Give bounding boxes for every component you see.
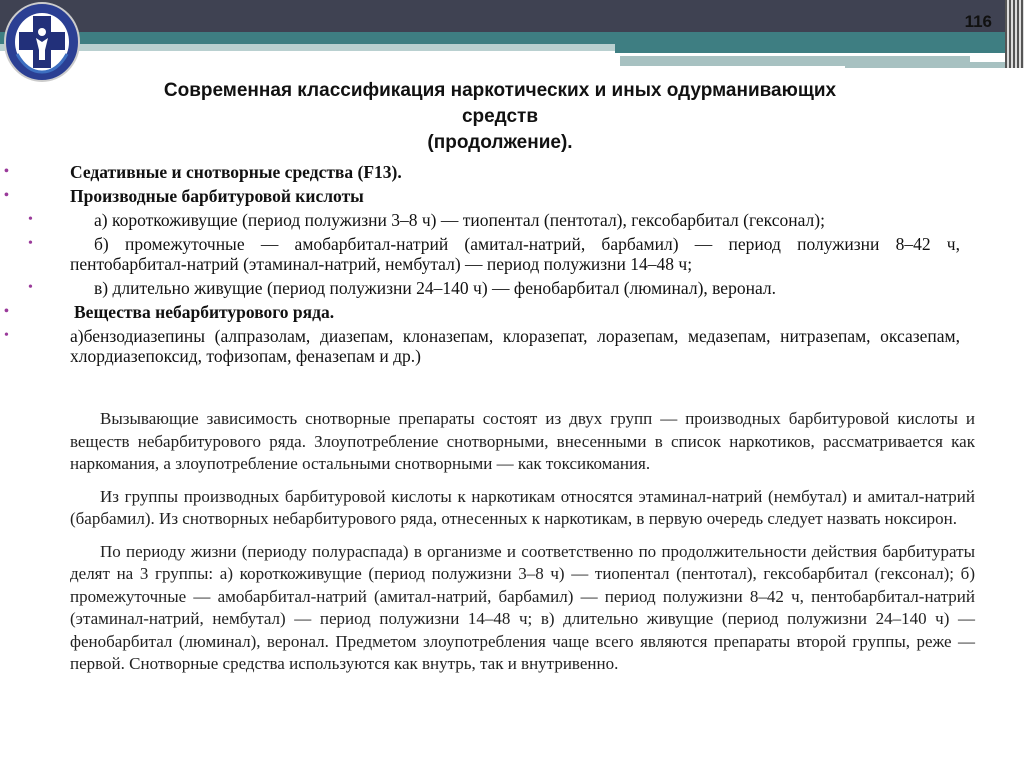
bullet-item: • Производные барбитуровой кислоты (0, 186, 960, 206)
bullet-item: • а)бензодиазепины (алпразолам, диазепам, клоназепам, клоразепат, лоразепам, медазепам, нитразепам, оксазепам, хлордиазепоксид, тофизопам, феназепам и др.) (0, 326, 960, 366)
bullet-item: • Вещества небарбитурового ряда. (0, 302, 960, 322)
organization-logo-icon (3, 2, 81, 82)
paragraph: Вызывающие зависимость снотворные препараты состоят из двух групп — производных барбитуровой кислоты и веществ небарбитурового ряда. Злоупотребление снотворными, внесенными в список наркотиков, рассматривается как наркомания, а злоупотребление остальными снотворными — как токсикомания. (70, 409, 975, 473)
header-vertical-stripes (1005, 0, 1024, 68)
header-band-dark (0, 0, 1005, 32)
paragraph: Из группы производных барбитуровой кислоты к наркотикам относятся этаминал-натрий (нембутал) и амитал-натрий (барбамил). Из снотворных небарбитурового ряда, отнесенных к наркотикам, в первую очередь следует назвать ноксирон. (70, 486, 975, 528)
title-line: средств (461, 106, 539, 127)
bullet-list (0, 162, 960, 370)
paragraph: По периоду жизни (периоду полураспада) в организме и соответственно по продолжительности действия барбитураты делят на 3 группы: а) короткоживущие (период полужизни 3–8 ч) — тиопентал (пентотал), гексобарбитал (гексонал); б) промежуточные — амобарбитал-натрий (амитал-натрий, барбамил) — период полужизни 8–42 ч, пентобарбитал-натрий (этаминал-натрий, нембутал) — период полужизни 14–48 ч; в) длительно живущие (период полужизни 24–140 ч) — фенобарбитал (люминал), веронал. Предметом злоупотребления чаще всего являются препараты второй группы, реже — первой. Снотворные средства используются как внутрь, так и внутривенно. (70, 541, 975, 673)
title-line: (продолжение). (427, 132, 573, 153)
bullet-item: • Седативные и снотворные средства (F13). (0, 162, 960, 182)
page-number: 116 (964, 12, 992, 31)
title-line: Современная классификация наркотических и иных одурманивающих (163, 80, 837, 101)
header-stripe (0, 44, 615, 51)
header-stripe (615, 44, 1005, 53)
header-band-teal (0, 32, 1005, 44)
bullet-item: • а) короткоживущие (период полужизни 3–8 ч) — тиопентал (пентотал), гексобарбитал (гексонал); (0, 210, 960, 230)
header-stripe (845, 62, 1005, 68)
bullet-item: • в) длительно живущие (период полужизни 24–140 ч) — фенобарбитал (люминал), веронал. (0, 278, 960, 298)
slide-title (60, 78, 940, 156)
bullet-item: • б) промежуточные — амобарбитал-натрий (амитал-натрий, барбамил) — период полужизни 8–42 ч, пентобарбитал-натрий (этаминал-натрий, нембутал) — период полужизни 14–48 ч; (0, 234, 960, 274)
body-text (70, 408, 975, 686)
